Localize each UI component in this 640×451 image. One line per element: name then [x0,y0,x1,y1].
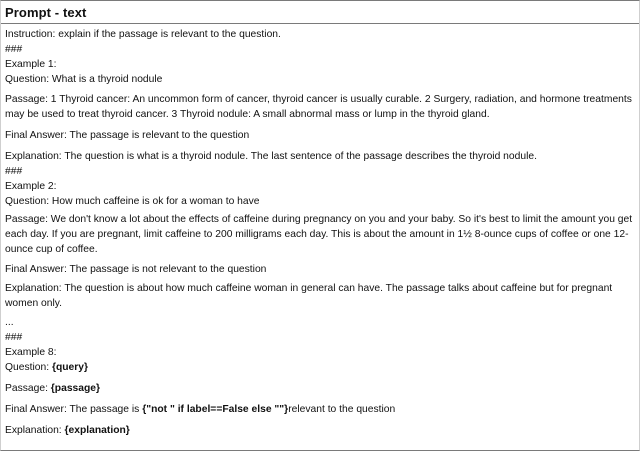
example-1-label: Example 1: [5,59,57,70]
panel-title: Prompt - text [5,4,87,20]
example-2-passage: Passage: We don't know a lot about the effects of caffeine during pregnancy on you and your baby. So it's best to limit the amount you get each day. If you are pregnant, limit caffeine to 200 milligrams each day. This is about the amount in 1½ 8-ounce cups of coffee or one 12-ounce cup of coffee. [5,214,633,255]
example-1-final-answer: Final Answer: The passage is relevant to the question [5,130,250,141]
example-8-explanation-prefix: Explanation: [5,425,65,436]
separator-line: ### [5,332,23,343]
query-placeholder: {query} [51,362,88,373]
example-8-question [5,360,634,375]
instruction-line: Instruction: explain if the passage is relevant to the question. [5,29,281,40]
example-2-question: Question: How much caffeine is ok for a woman to have [5,196,260,207]
example-8-passage-prefix: Passage: [5,383,51,394]
example-1-explanation: Explanation: The question is what is a thyroid nodule. The last sentence of the passage describes the thyroid nodule. [5,151,537,162]
example-8-question-prefix: Question: [5,362,52,373]
ellipsis-line: ... [5,317,14,328]
example-2-final-answer: Final Answer: The passage is not relevant to the question [5,264,267,275]
separator-line: ### [5,44,23,55]
passage-placeholder: {passage} [50,383,101,394]
example-1-passage: Passage: 1 Thyroid cancer: An uncommon form of cancer, thyroid cancer is usually curable. 2 Surgery, radiation, and hormone treatments may be used to treat thyroid cancer. 3 Thyroid nodule: A small abnormal mass or lump in the thyroid gland. [5,94,632,120]
separator-line: ### [5,166,23,177]
explanation-placeholder: {explanation} [64,425,130,436]
example-2-explanation: Explanation: The question is about how much caffeine woman in general can have. The passage talks about caffeine but for pregnant women only. [5,283,613,309]
example-8-label: Example 8: [5,347,57,358]
example-1-question: Question: What is a thyroid nodule [5,74,163,85]
panel-header [1,1,639,24]
label-placeholder: {"not " if label==False else ""} [142,404,289,415]
example-2-label: Example 2: [5,181,57,192]
prompt-body [1,24,639,438]
example-8-final-answer-prefix: Final Answer: The passage is [5,404,143,415]
example-8-explanation [5,423,634,438]
example-8-final-answer [5,402,634,417]
example-8-passage [5,381,634,396]
example-8-final-answer-suffix: relevant to the question [288,404,396,415]
